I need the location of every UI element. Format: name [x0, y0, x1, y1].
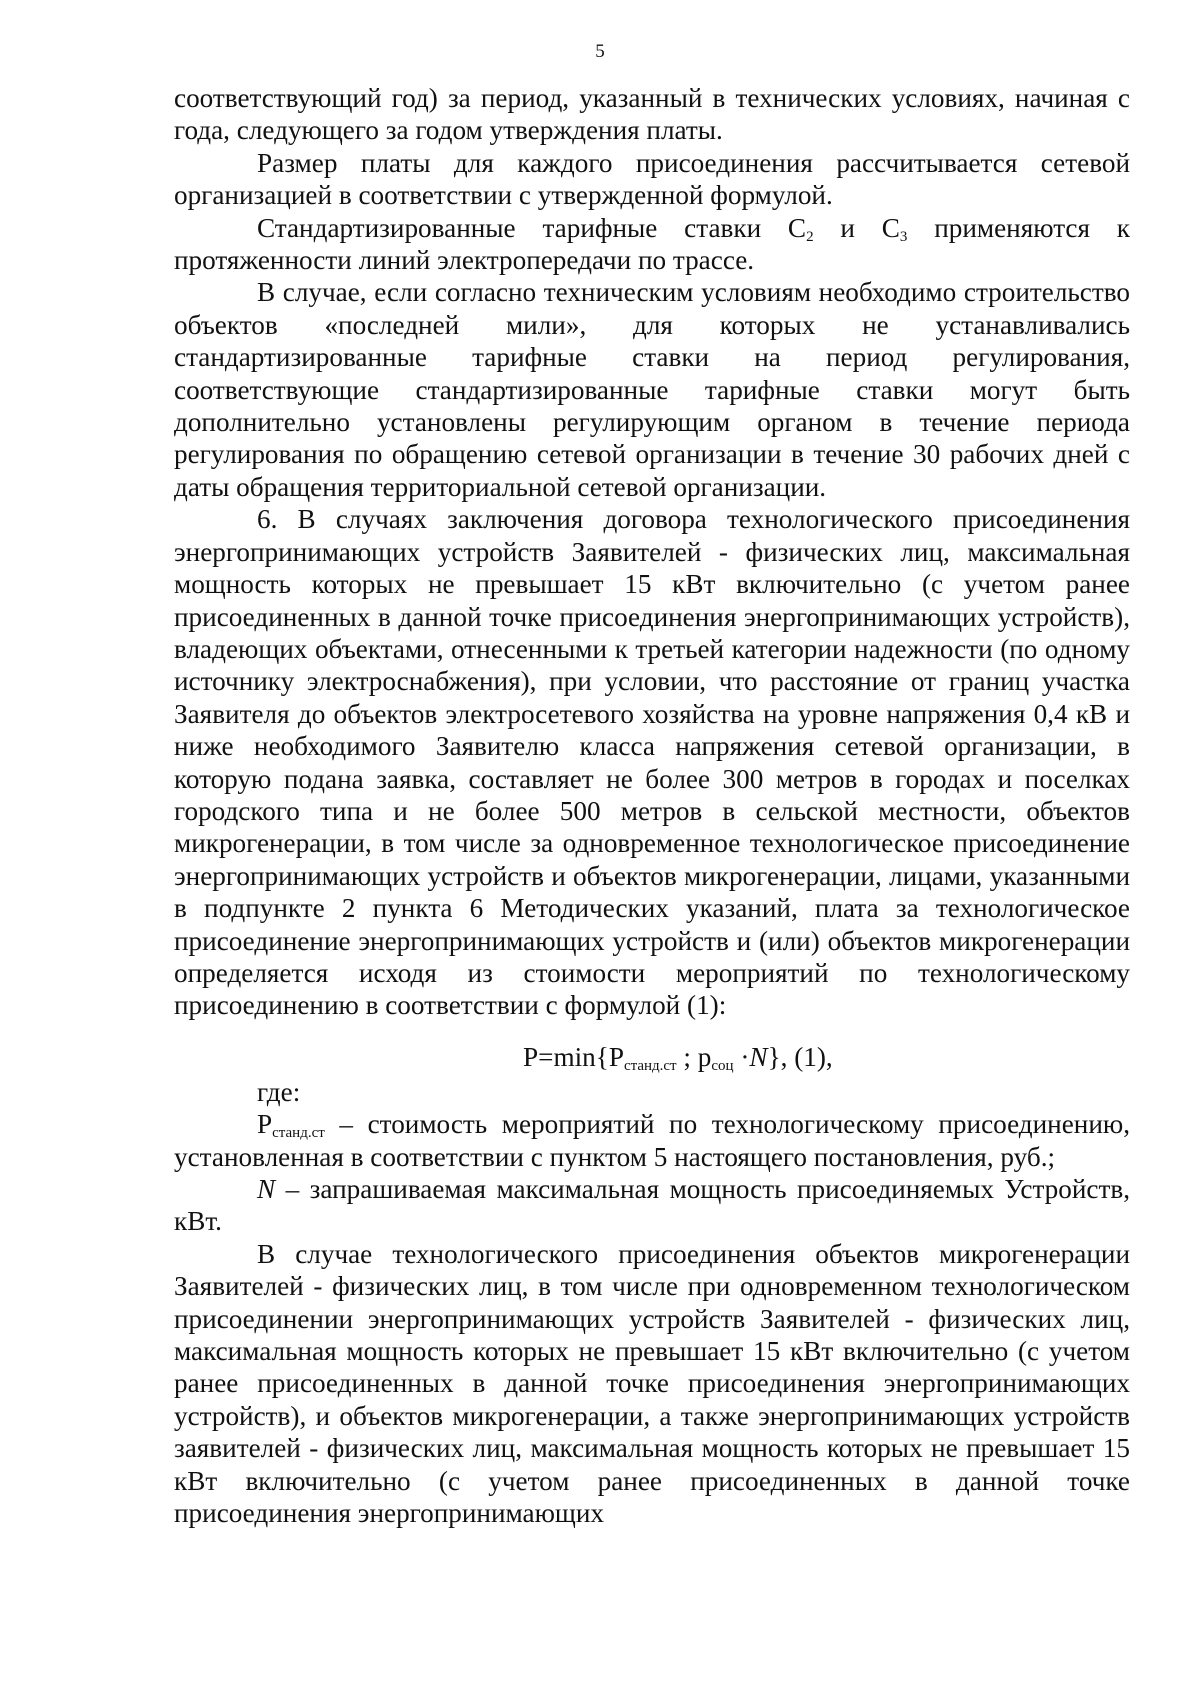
formula-dot: · [733, 1041, 750, 1072]
paragraph-microgeneration: В случае технологического присоединения объектов микрогенерации Заявителей - физических лиц, в том числе при одновременном технологическом присоединении энергопринимающих устройств Заявителей - физических лиц, максимальная мощность которых не превышает 15 кВт включительно (с учетом ранее присоединенных в данной точке присоединения энергопринимающих устройств), и объектов микрогенерации, а также энергопринимающих устройств заявителей - физических лиц, максимальная мощность которых не превышает 15 кВт включительно (с учетом ранее присоединенных в данной точке присоединения энергопринимающих [174, 1238, 1130, 1529]
definition-n [174, 1173, 1130, 1238]
formula-lhs: P=min{ [523, 1041, 609, 1072]
formula-1 [174, 1040, 1130, 1074]
paragraph-where: где: [257, 1076, 301, 1107]
tariff-rates-text-2: и С [813, 212, 900, 243]
definition-p-stand [174, 1108, 1130, 1173]
formula-p-subscript: станд.ст [623, 1057, 677, 1074]
formula-n-symbol: N [749, 1041, 768, 1072]
formula-close: }, (1), [767, 1041, 833, 1072]
definition-n-text: – запрашиваемая максимальная мощность присоединяемых Устройств, кВт. [174, 1174, 1130, 1237]
paragraph-last-mile: В случае, если согласно техническим условиям необходимо строительство объектов «последней мили», для которых не устанавливались стандартизированные тарифные ставки на период регулирования, соответствующие стандартизированные тарифные ставки могут быть дополнительно установлены регулирующим органом в течение периода регулирования по обращению сетевой организации в течение 30 рабочих дней с даты обращения территориальной сетевой организации. [174, 277, 1130, 502]
paragraph-continuation: соответствующий год) за период, указанный в технических условиях, начиная с года, следующего за годом утверждения платы. [174, 83, 1130, 146]
paragraph-item-6: 6. В случаях заключения договора технологического присоединения энергопринимающих устройств Заявителей - физических лиц, максимальная мощность которых не превышает 15 кВт включительно (с учетом ранее присоединенных в данной точке присоединения энергопринимающих устройств), владеющих объектами, отнесенными к третьей категории надежности (по одному источнику электроснабжения), при условии, что расстояние от границ участка Заявителя до объектов электросетевого хозяйства на уровне напряжения 0,4 кВ и ниже необходимого Заявителю класса напряжения сетевой организации, в которую подана заявка, составляет не более 300 метров в городах и поселках городского типа и не более 500 метров в сельской местности, объектов микрогенерации, в том числе за одновременное технологическое присоединение энергопринимающих устройств и объектов микрогенерации, лицами, указанными в подпункте 2 пункта 6 Методических указаний, плата за технологическое присоединение энергопринимающих устройств и (или) объектов микрогенерации определяется исходя из стоимости мероприятий по технологическому присоединению в соответствии с формулой (1): [174, 504, 1130, 1021]
formula-rho-symbol: p [697, 1041, 712, 1072]
tariff-subscript-2: 2 [806, 228, 814, 245]
paragraph-fee-size: Размер платы для каждого присоединения рассчитывается сетевой организацией в соответствии с утвержденной формулой. [174, 147, 1130, 211]
definition-p-text: – стоимость мероприятий по технологическому присоединению, установленная в соответствии с пунктом 5 настоящего постановления, руб.; [174, 1109, 1130, 1172]
document-body [174, 82, 1130, 1529]
tariff-rates-text-1: Стандартизированные тарифные ставки С [257, 212, 807, 243]
formula-rho-subscript: соц [711, 1057, 734, 1074]
formula-separator: ; [676, 1041, 698, 1072]
tariff-rates-text-3: применяются к протяженности линий электропередачи по трассе. [174, 212, 1131, 276]
page-number: 5 [595, 41, 605, 62]
paragraph-tariff-rates [174, 212, 1130, 277]
tariff-subscript-3: 3 [899, 228, 908, 245]
definition-p-subscript: станд.ст [272, 1125, 325, 1142]
definition-p-symbol: P [257, 1109, 273, 1140]
formula-p-symbol: P [608, 1041, 624, 1072]
definition-n-symbol: N [257, 1174, 276, 1204]
